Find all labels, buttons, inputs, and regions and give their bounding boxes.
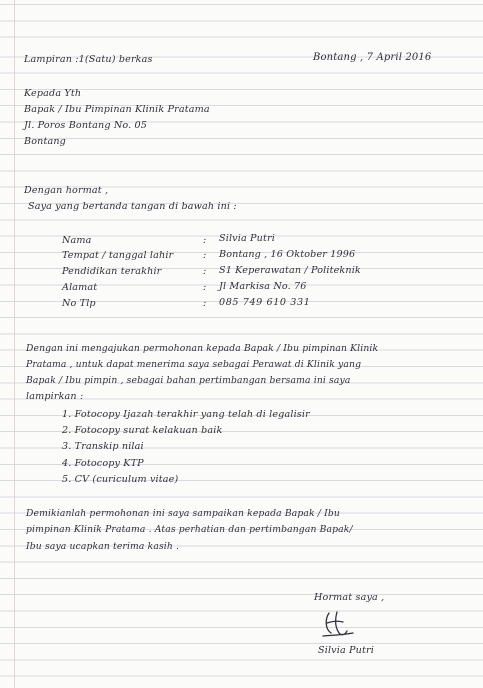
attachment-item: 4. Fotocopy KTP (62, 458, 144, 469)
detail-separator: : (203, 298, 207, 309)
greeting: Dengan hormat , (24, 185, 109, 196)
attachment-note: Lampiran :1(Satu) berkas (24, 54, 153, 65)
signature-mark (321, 609, 355, 641)
intro-line: Saya yang bertanda tangan di bawah ini : (28, 201, 237, 212)
detail-value: 085 749 610 331 (219, 297, 311, 308)
recipient-line-3: Jl. Poros Bontang No. 05 (24, 120, 148, 131)
attachment-item: 3. Transkip nilai (62, 441, 144, 452)
detail-separator: : (203, 282, 207, 293)
detail-value: Silvia Putri (219, 233, 275, 244)
detail-separator: : (203, 250, 207, 261)
closing-line: Ibu saya ucapkan terima kasih . (26, 541, 180, 552)
detail-label: Tempat / tanggal lahir (62, 250, 174, 261)
closing-line: Demikianlah permohonan ini saya sampaikan kepada Bapak / Ibu (26, 508, 340, 519)
body-line: Pratama , untuk dapat menerima saya sebagai Perawat di Klinik yang (26, 359, 362, 370)
signature-name: Silvia Putri (318, 645, 374, 656)
recipient-line-2: Bapak / Ibu Pimpinan Klinik Pratama (24, 104, 210, 115)
body-line: Bapak / Ibu pimpin , sebagai bahan pertimbangan bersama ini saya (26, 375, 351, 386)
attachment-item: 5. CV (curiculum vitae) (62, 474, 179, 485)
detail-label: Nama (62, 235, 92, 246)
detail-value: Jl Markisa No. 76 (219, 281, 307, 292)
detail-label: No Tlp (62, 298, 96, 309)
recipient-line-1: Kepada Yth (24, 88, 82, 99)
closing-line: pimpinan Klinik Pratama . Atas perhatian dan pertimbangan Bapak/ (26, 524, 353, 535)
detail-separator: : (203, 235, 207, 246)
attachment-item: 1. Fotocopy Ijazah terakhir yang telah di legalisir (62, 409, 310, 420)
recipient-line-4: Bontang (24, 136, 66, 147)
place-date: Bontang , 7 April 2016 (313, 52, 432, 63)
body-line: lampirkan : (26, 391, 84, 402)
detail-label: Alamat (62, 282, 98, 293)
detail-label: Pendidikan terakhir (62, 266, 162, 277)
attachment-item: 2. Fotocopy surat kelakuan baik (62, 425, 223, 436)
sign-off: Hormat saya , (314, 592, 385, 603)
detail-value: S1 Keperawatan / Politeknik (219, 265, 361, 276)
detail-value: Bontang , 16 Oktober 1996 (219, 249, 356, 260)
body-line: Dengan ini mengajukan permohonan kepada Bapak / Ibu pimpinan Klinik (26, 343, 379, 354)
margin-line (14, 0, 15, 688)
detail-separator: : (203, 266, 207, 277)
